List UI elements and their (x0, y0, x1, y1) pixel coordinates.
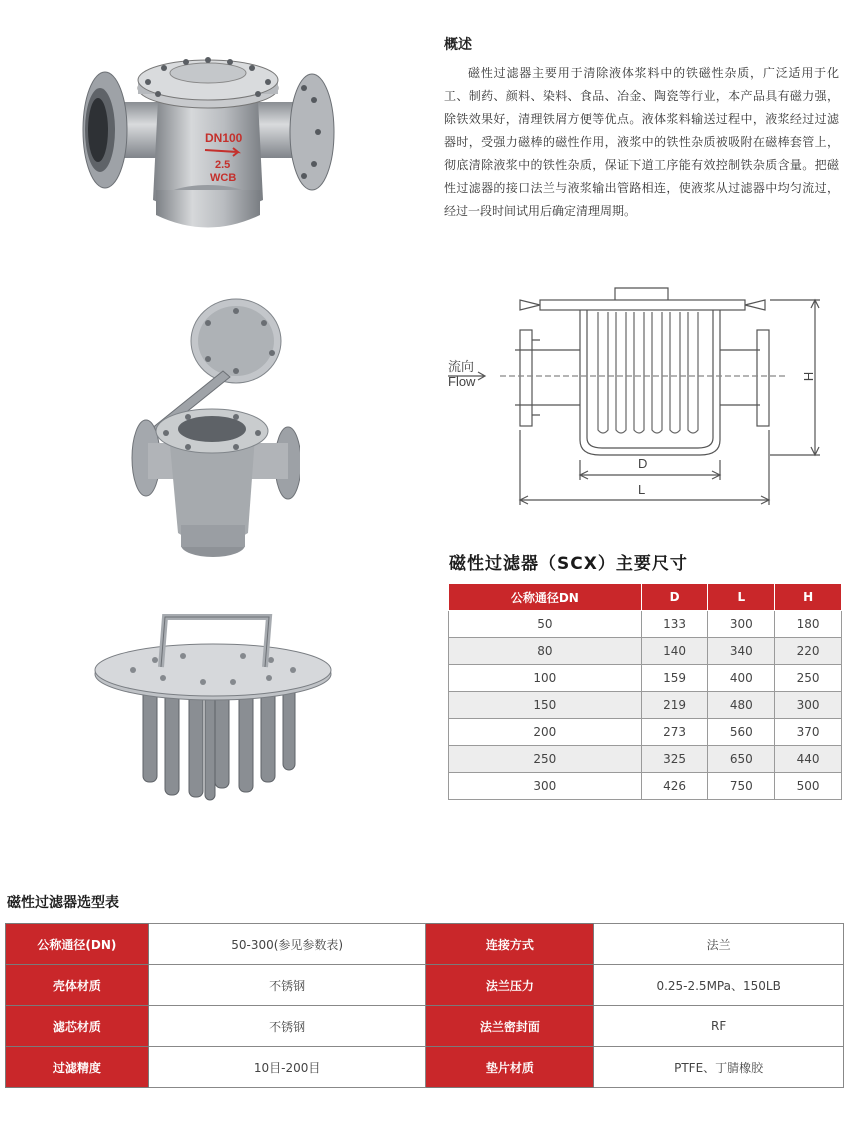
dim-label-d: D (638, 456, 648, 471)
filter-body-photo (78, 40, 338, 245)
dim-cell: 200 (449, 719, 642, 746)
table-row (449, 773, 842, 800)
dim-cell: 220 (775, 638, 842, 665)
dim-cell: 480 (708, 692, 775, 719)
dim-cell: 250 (775, 665, 842, 692)
dim-label-l: L (638, 482, 646, 497)
selection-value: 50-300(参见参数表) (148, 924, 426, 965)
dim-header: 公称通径DN (449, 584, 642, 611)
selection-label: 法兰密封面 (426, 1006, 594, 1047)
selection-label: 过滤精度 (6, 1047, 149, 1088)
dim-cell: 750 (708, 773, 775, 800)
dim-cell: 150 (449, 692, 642, 719)
selection-table (5, 923, 844, 1088)
dimensions-title: 磁性过滤器（SCX）主要尺寸 (449, 554, 688, 574)
selection-value: 法兰 (594, 924, 844, 965)
selection-title: 磁性过滤器选型表 (7, 895, 119, 911)
selection-value: 不锈钢 (148, 965, 426, 1006)
dim-header: D (641, 584, 708, 611)
dim-cell: 219 (641, 692, 708, 719)
flow-label-en: Flow (448, 374, 476, 389)
dimensions-table (448, 583, 842, 800)
flow-label-cn: 流向 (448, 360, 475, 375)
body-mark-material: WCB (210, 172, 237, 184)
dim-label-h: H (801, 371, 817, 382)
dim-cell: 159 (641, 665, 708, 692)
selection-value: 10目-200目 (148, 1047, 426, 1088)
selection-label: 连接方式 (426, 924, 594, 965)
body-mark-pressure: 2.5 (215, 159, 231, 171)
table-row (6, 1047, 844, 1088)
table-row (6, 924, 844, 965)
dim-cell: 50 (449, 611, 642, 638)
selection-label: 滤芯材质 (6, 1006, 149, 1047)
dim-cell: 325 (641, 746, 708, 773)
table-row (449, 746, 842, 773)
dim-cell: 250 (449, 746, 642, 773)
overview-body: 磁性过滤器主要用于清除液体浆料中的铁磁性杂质，广泛适用于化工、制药、颜料、染料、食品、冶金、陶瓷等行业，本产品具有磁力强，除铁效果好，清理铁屑方便等优点。液体浆料输送过程中，液浆经过过滤器时，受强力磁棒的磁性作用，液浆中的铁性杂质被吸附在磁棒套管上，彻底清除液浆中的铁性杂质，保证下道工序能有效控制铁杂质含量。把磁性过滤器的接口法兰与液浆输出管路相连，使液浆从过滤器中均匀流过，经过一段时间试用后确定清理周期。 (444, 66, 839, 218)
selection-value: PTFE、丁腈橡胶 (594, 1047, 844, 1088)
dim-cell: 340 (708, 638, 775, 665)
dim-cell: 400 (708, 665, 775, 692)
table-row (449, 611, 842, 638)
dim-cell: 180 (775, 611, 842, 638)
open-filter-photo (128, 293, 300, 565)
selection-value: 不锈钢 (148, 1006, 426, 1047)
dim-cell: 426 (641, 773, 708, 800)
table-row (6, 965, 844, 1006)
dim-cell: 100 (449, 665, 642, 692)
table-row (449, 719, 842, 746)
dim-cell: 370 (775, 719, 842, 746)
dim-cell: 440 (775, 746, 842, 773)
selection-label: 壳体材质 (6, 965, 149, 1006)
magnetic-rods-photo (93, 612, 333, 802)
dim-cell: 273 (641, 719, 708, 746)
selection-label: 法兰压力 (426, 965, 594, 1006)
table-row (449, 665, 842, 692)
dim-cell: 300 (708, 611, 775, 638)
selection-label: 垫片材质 (426, 1047, 594, 1088)
body-mark-dn: DN100 (205, 131, 243, 145)
dim-header: L (708, 584, 775, 611)
table-row (449, 638, 842, 665)
dim-cell: 140 (641, 638, 708, 665)
dim-cell: 560 (708, 719, 775, 746)
dim-header: H (775, 584, 842, 611)
dim-cell: 133 (641, 611, 708, 638)
dim-cell: 650 (708, 746, 775, 773)
table-row (449, 692, 842, 719)
dim-cell: 300 (449, 773, 642, 800)
dim-cell: 80 (449, 638, 642, 665)
overview-title: 概述 (444, 37, 472, 53)
selection-value: 0.25-2.5MPa、150LB (594, 965, 844, 1006)
dim-cell: 500 (775, 773, 842, 800)
selection-label: 公称通径(DN) (6, 924, 149, 965)
dimension-diagram (440, 280, 835, 510)
table-row (6, 1006, 844, 1047)
selection-value: RF (594, 1006, 844, 1047)
dim-cell: 300 (775, 692, 842, 719)
